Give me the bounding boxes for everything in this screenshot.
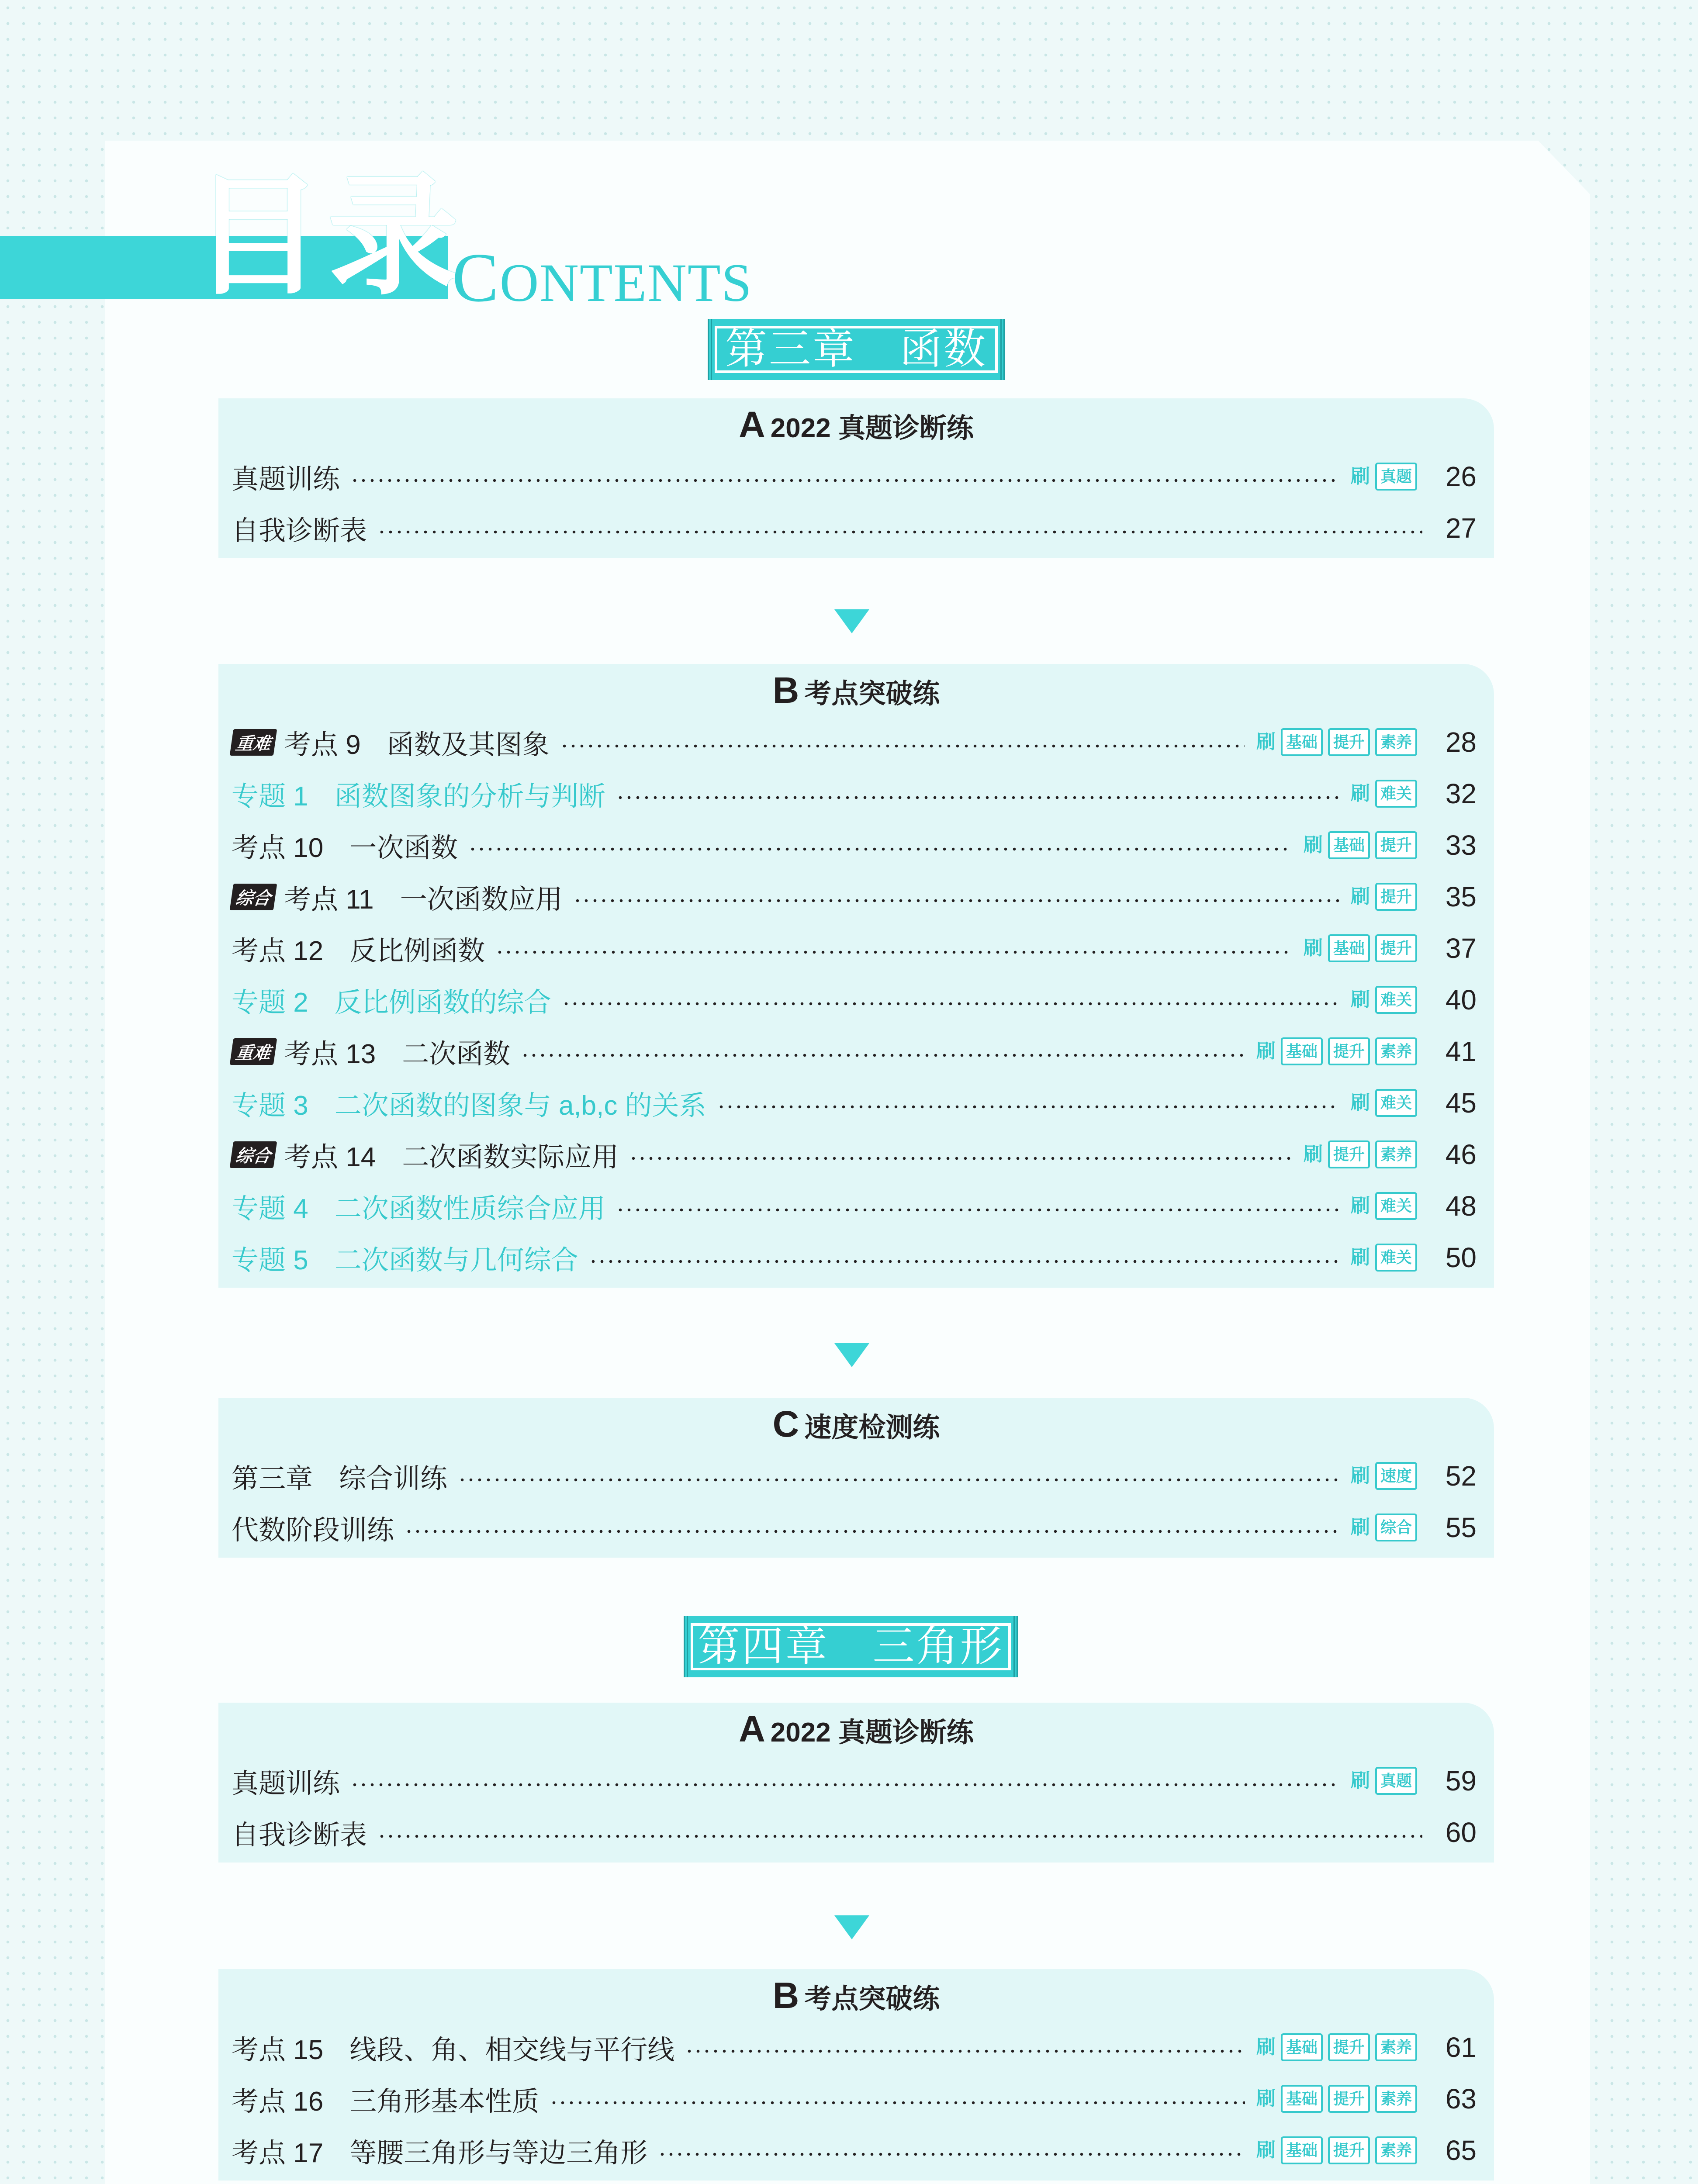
ch4-section-a	[218, 1703, 1494, 1863]
brush-icon: 刷	[1256, 1040, 1276, 1062]
toc-entry-label: 考点 11	[284, 884, 374, 915]
ch3-section-a	[218, 398, 1494, 558]
down-arrow-icon	[834, 609, 869, 633]
toc-entry-text: 自我诊断表	[232, 515, 367, 546]
chapter-heading-4: 第四章 三角形	[684, 1616, 1018, 1677]
dot-leader	[562, 1002, 1339, 1006]
page-number: 60	[1445, 1817, 1477, 1848]
toc-entry[interactable]	[232, 923, 1494, 974]
toc-entry-title	[232, 1813, 367, 1852]
toc-entry-label: 考点 15	[232, 2035, 324, 2065]
toc-entry-text: 一次函数应用	[400, 884, 563, 915]
brush-icon: 刷	[1350, 1195, 1370, 1216]
toc-entry-title	[232, 1457, 447, 1496]
toc-entry-label: 考点 14	[284, 1142, 376, 1172]
toc-entry-text: 二次函数性质综合应用	[334, 1193, 605, 1224]
page-number: 59	[1445, 1765, 1477, 1797]
level-badge: 提升	[1375, 934, 1417, 962]
brush-icon: 刷	[1350, 989, 1370, 1010]
dot-leader	[377, 530, 1422, 534]
toc-entry[interactable]	[232, 768, 1494, 819]
contents-title-en	[452, 238, 753, 316]
practice-badges	[1303, 934, 1422, 962]
brush-icon: 刷	[1256, 2036, 1276, 2058]
level-badge: 提升	[1375, 831, 1417, 859]
toc-entry-label: 专题 2	[232, 987, 308, 1018]
toc-entry[interactable]	[232, 1450, 1494, 1502]
practice-badges	[1350, 780, 1422, 808]
practice-badges	[1255, 2136, 1422, 2164]
practice-badges	[1350, 986, 1422, 1014]
dot-leader	[550, 2101, 1245, 2105]
level-badge: 提升	[1328, 2085, 1370, 2113]
toc-entry-text: 函数图象的分析与判断	[334, 781, 605, 812]
brush-icon: 刷	[1350, 466, 1370, 487]
section-heading: A 2022 真题诊断练	[739, 404, 974, 445]
dot-leader	[629, 1157, 1292, 1160]
level-badge: 难关	[1375, 1244, 1417, 1272]
dot-leader	[573, 899, 1339, 902]
toc-entry[interactable]	[232, 451, 1494, 502]
topic-tag: 综合	[230, 884, 277, 910]
toc-entry-label: 考点 10	[232, 833, 324, 863]
page-number: 55	[1445, 1512, 1477, 1543]
toc-entry[interactable]	[232, 716, 1494, 768]
toc-entry-title	[232, 1032, 510, 1071]
toc-entry-title	[232, 878, 563, 916]
toc-entry-label: 考点 16	[232, 2086, 324, 2117]
page-number: 63	[1445, 2083, 1477, 2115]
toc-entry[interactable]	[232, 1755, 1494, 1807]
level-badge: 素养	[1375, 2033, 1417, 2061]
toc-entry-title	[232, 1762, 340, 1800]
toc-entry-label: 考点 13	[284, 1039, 376, 1069]
toc-entry-title	[232, 826, 458, 865]
ch4-section-b	[218, 1969, 1494, 2181]
page-number: 32	[1445, 778, 1477, 809]
toc-entry-title	[232, 2028, 674, 2067]
practice-badges	[1350, 1089, 1422, 1117]
toc-entry-label: 专题 5	[232, 1245, 308, 1275]
level-badge: 素养	[1375, 1140, 1417, 1168]
level-badge: 综合	[1375, 1514, 1417, 1541]
brush-icon: 刷	[1256, 2088, 1276, 2109]
level-badge: 提升	[1328, 1037, 1370, 1065]
contents-title-en-rest: ONTENTS	[499, 253, 753, 313]
page-number: 48	[1445, 1190, 1477, 1222]
toc-entry[interactable]	[232, 1502, 1494, 1553]
level-badge: 提升	[1375, 883, 1417, 911]
toc-entry[interactable]	[232, 1026, 1494, 1077]
toc-entry-text: 代数阶段训练	[232, 1515, 394, 1545]
practice-badges	[1255, 1037, 1422, 1065]
practice-badges	[1350, 1462, 1422, 1490]
topic-tag: 重难	[230, 1038, 277, 1065]
brush-icon: 刷	[1350, 1247, 1370, 1268]
toc-entry[interactable]	[232, 1180, 1494, 1232]
practice-badges	[1255, 728, 1422, 756]
toc-entry-text: 二次函数	[402, 1039, 511, 1069]
page-number: 26	[1445, 461, 1477, 492]
toc-entry-title	[232, 2080, 539, 2118]
brush-icon: 刷	[1303, 937, 1323, 959]
level-badge: 提升	[1328, 1140, 1370, 1168]
level-badge: 真题	[1375, 463, 1417, 491]
dot-leader	[685, 2049, 1245, 2053]
dot-leader	[458, 1478, 1339, 1482]
level-badge: 难关	[1375, 986, 1417, 1014]
brush-icon: 刷	[1350, 1517, 1370, 1538]
practice-badges	[1350, 463, 1422, 491]
brush-icon: 刷	[1350, 1092, 1370, 1113]
page-number: 65	[1445, 2135, 1477, 2166]
practice-badges	[1350, 883, 1422, 911]
toc-entry[interactable]	[232, 1807, 1494, 1858]
page-number: 46	[1445, 1139, 1477, 1170]
dot-leader	[616, 796, 1339, 799]
toc-entry[interactable]	[232, 1077, 1494, 1129]
toc-entry-text: 函数及其图象	[387, 729, 550, 760]
brush-icon: 刷	[1256, 2139, 1276, 2161]
level-badge: 基础	[1328, 831, 1370, 859]
chapter-heading-3: 第三章 函数	[708, 319, 1005, 380]
toc-entry-text: 反比例函数	[349, 936, 485, 966]
dot-leader	[377, 1835, 1422, 1838]
dot-leader	[350, 479, 1339, 482]
toc-entry[interactable]	[232, 871, 1494, 923]
section-heading: A 2022 真题诊断练	[739, 1708, 974, 1749]
toc-entry-label: 专题 3	[232, 1090, 308, 1121]
dot-leader	[521, 1054, 1245, 1057]
toc-entry-text: 反比例函数的综合	[334, 987, 551, 1018]
toc-entry[interactable]	[232, 2125, 1494, 2176]
toc-entry-text: 线段、角、相交线与平行线	[349, 2035, 675, 2065]
page-number: 33	[1445, 829, 1477, 861]
toc-entry[interactable]	[232, 2073, 1494, 2125]
toc-entry-title	[232, 929, 485, 968]
page-number: 45	[1445, 1087, 1477, 1119]
level-badge: 速度	[1375, 1462, 1417, 1490]
toc-entry-title	[232, 981, 551, 1019]
section-heading: B 考点突破练	[772, 1975, 940, 2016]
toc-entry-text: 综合训练	[339, 1463, 448, 1494]
level-badge: 基础	[1328, 934, 1370, 962]
level-badge: 基础	[1281, 2136, 1323, 2164]
dot-leader	[495, 950, 1292, 954]
toc-entry-title	[232, 1508, 394, 1547]
page-number: 61	[1445, 2032, 1477, 2063]
brush-icon: 刷	[1350, 886, 1370, 907]
level-badge: 难关	[1375, 1192, 1417, 1220]
practice-badges	[1303, 1140, 1422, 1168]
dot-leader	[560, 744, 1245, 748]
page-number: 37	[1445, 933, 1477, 964]
section-heading: B 考点突破练	[772, 670, 940, 711]
toc-entry-title	[232, 2131, 647, 2170]
toc-entry-text: 真题训练	[232, 464, 340, 494]
page-number: 35	[1445, 881, 1477, 912]
level-badge: 素养	[1375, 1037, 1417, 1065]
level-badge: 基础	[1281, 2033, 1323, 2061]
ch3-section-c	[218, 1398, 1494, 1558]
toc-entry-label: 考点 12	[232, 936, 324, 966]
level-badge: 提升	[1328, 2136, 1370, 2164]
level-badge: 基础	[1281, 728, 1323, 756]
toc-entry-text: 自我诊断表	[232, 1820, 367, 1850]
toc-entry-title	[232, 774, 605, 813]
level-badge: 难关	[1375, 1089, 1417, 1117]
dot-leader	[405, 1530, 1339, 1533]
down-arrow-icon	[834, 1915, 869, 1939]
topic-tag: 综合	[230, 1141, 277, 1168]
topic-tag: 重难	[230, 729, 277, 756]
page-number: 27	[1445, 512, 1477, 544]
toc-entry-label: 考点 9	[284, 729, 361, 760]
toc-entry-text: 二次函数实际应用	[402, 1142, 619, 1172]
dot-leader	[658, 2153, 1245, 2156]
level-badge: 提升	[1328, 2033, 1370, 2061]
toc-entry[interactable]	[232, 974, 1494, 1026]
brush-icon: 刷	[1350, 783, 1370, 804]
dot-leader	[717, 1105, 1339, 1109]
toc-entry-title	[232, 1084, 706, 1123]
practice-badges	[1350, 1514, 1422, 1541]
dot-leader	[589, 1260, 1339, 1263]
level-badge: 基础	[1281, 2085, 1323, 2113]
dot-leader	[350, 1783, 1339, 1787]
level-badge: 提升	[1328, 728, 1370, 756]
toc-entry-title	[232, 457, 340, 496]
level-badge: 素养	[1375, 2085, 1417, 2113]
brush-icon: 刷	[1350, 1770, 1370, 1791]
toc-entry-text: 二次函数与几何综合	[334, 1245, 578, 1275]
page-number: 50	[1445, 1242, 1477, 1273]
toc-entry-text: 一次函数	[349, 833, 458, 863]
toc-entry-text: 二次函数的图象与 a,b,c 的关系	[334, 1090, 706, 1121]
toc-entry-label: 第三章	[232, 1463, 313, 1494]
toc-entry-text: 真题训练	[232, 1768, 340, 1799]
toc-entry[interactable]	[232, 1232, 1494, 1283]
page-number: 28	[1445, 726, 1477, 758]
practice-badges	[1303, 831, 1422, 859]
practice-badges	[1255, 2085, 1422, 2113]
toc-entry-label: 专题 4	[232, 1193, 308, 1224]
level-badge: 基础	[1281, 1037, 1323, 1065]
toc-entry-title	[232, 509, 367, 548]
toc-entry-title	[232, 723, 550, 762]
toc-entry-label: 专题 1	[232, 781, 308, 812]
toc-entry-title	[232, 1135, 619, 1174]
page-number: 52	[1445, 1460, 1477, 1492]
dot-leader	[616, 1208, 1339, 1212]
dot-leader	[468, 847, 1292, 851]
brush-icon: 刷	[1303, 1144, 1323, 1165]
brush-icon: 刷	[1256, 731, 1276, 753]
practice-badges	[1255, 2033, 1422, 2061]
page-number: 40	[1445, 984, 1477, 1016]
toc-entry[interactable]	[232, 2022, 1494, 2073]
contents-title-en-initial: C	[452, 238, 500, 316]
contents-title-cn: 目录	[192, 159, 463, 313]
ch3-section-b	[218, 664, 1494, 1288]
down-arrow-icon	[834, 1343, 869, 1367]
brush-icon: 刷	[1303, 834, 1323, 856]
level-badge: 难关	[1375, 780, 1417, 808]
toc-entry[interactable]	[232, 502, 1494, 554]
toc-entry[interactable]	[232, 819, 1494, 871]
practice-badges	[1350, 1192, 1422, 1220]
toc-entry-text: 等腰三角形与等边三角形	[349, 2138, 648, 2168]
toc-entry-text: 三角形基本性质	[349, 2086, 539, 2117]
level-badge: 素养	[1375, 728, 1417, 756]
level-badge: 素养	[1375, 2136, 1417, 2164]
section-heading: C 速度检测练	[772, 1403, 940, 1444]
brush-icon: 刷	[1350, 1465, 1370, 1486]
toc-entry-label: 考点 17	[232, 2138, 324, 2168]
level-badge: 真题	[1375, 1767, 1417, 1795]
toc-entry[interactable]	[232, 1129, 1494, 1180]
page-number: 41	[1445, 1036, 1477, 1067]
toc-entry-title	[232, 1187, 605, 1226]
practice-badges	[1350, 1244, 1422, 1272]
practice-badges	[1350, 1767, 1422, 1795]
toc-entry-title	[232, 1238, 578, 1277]
